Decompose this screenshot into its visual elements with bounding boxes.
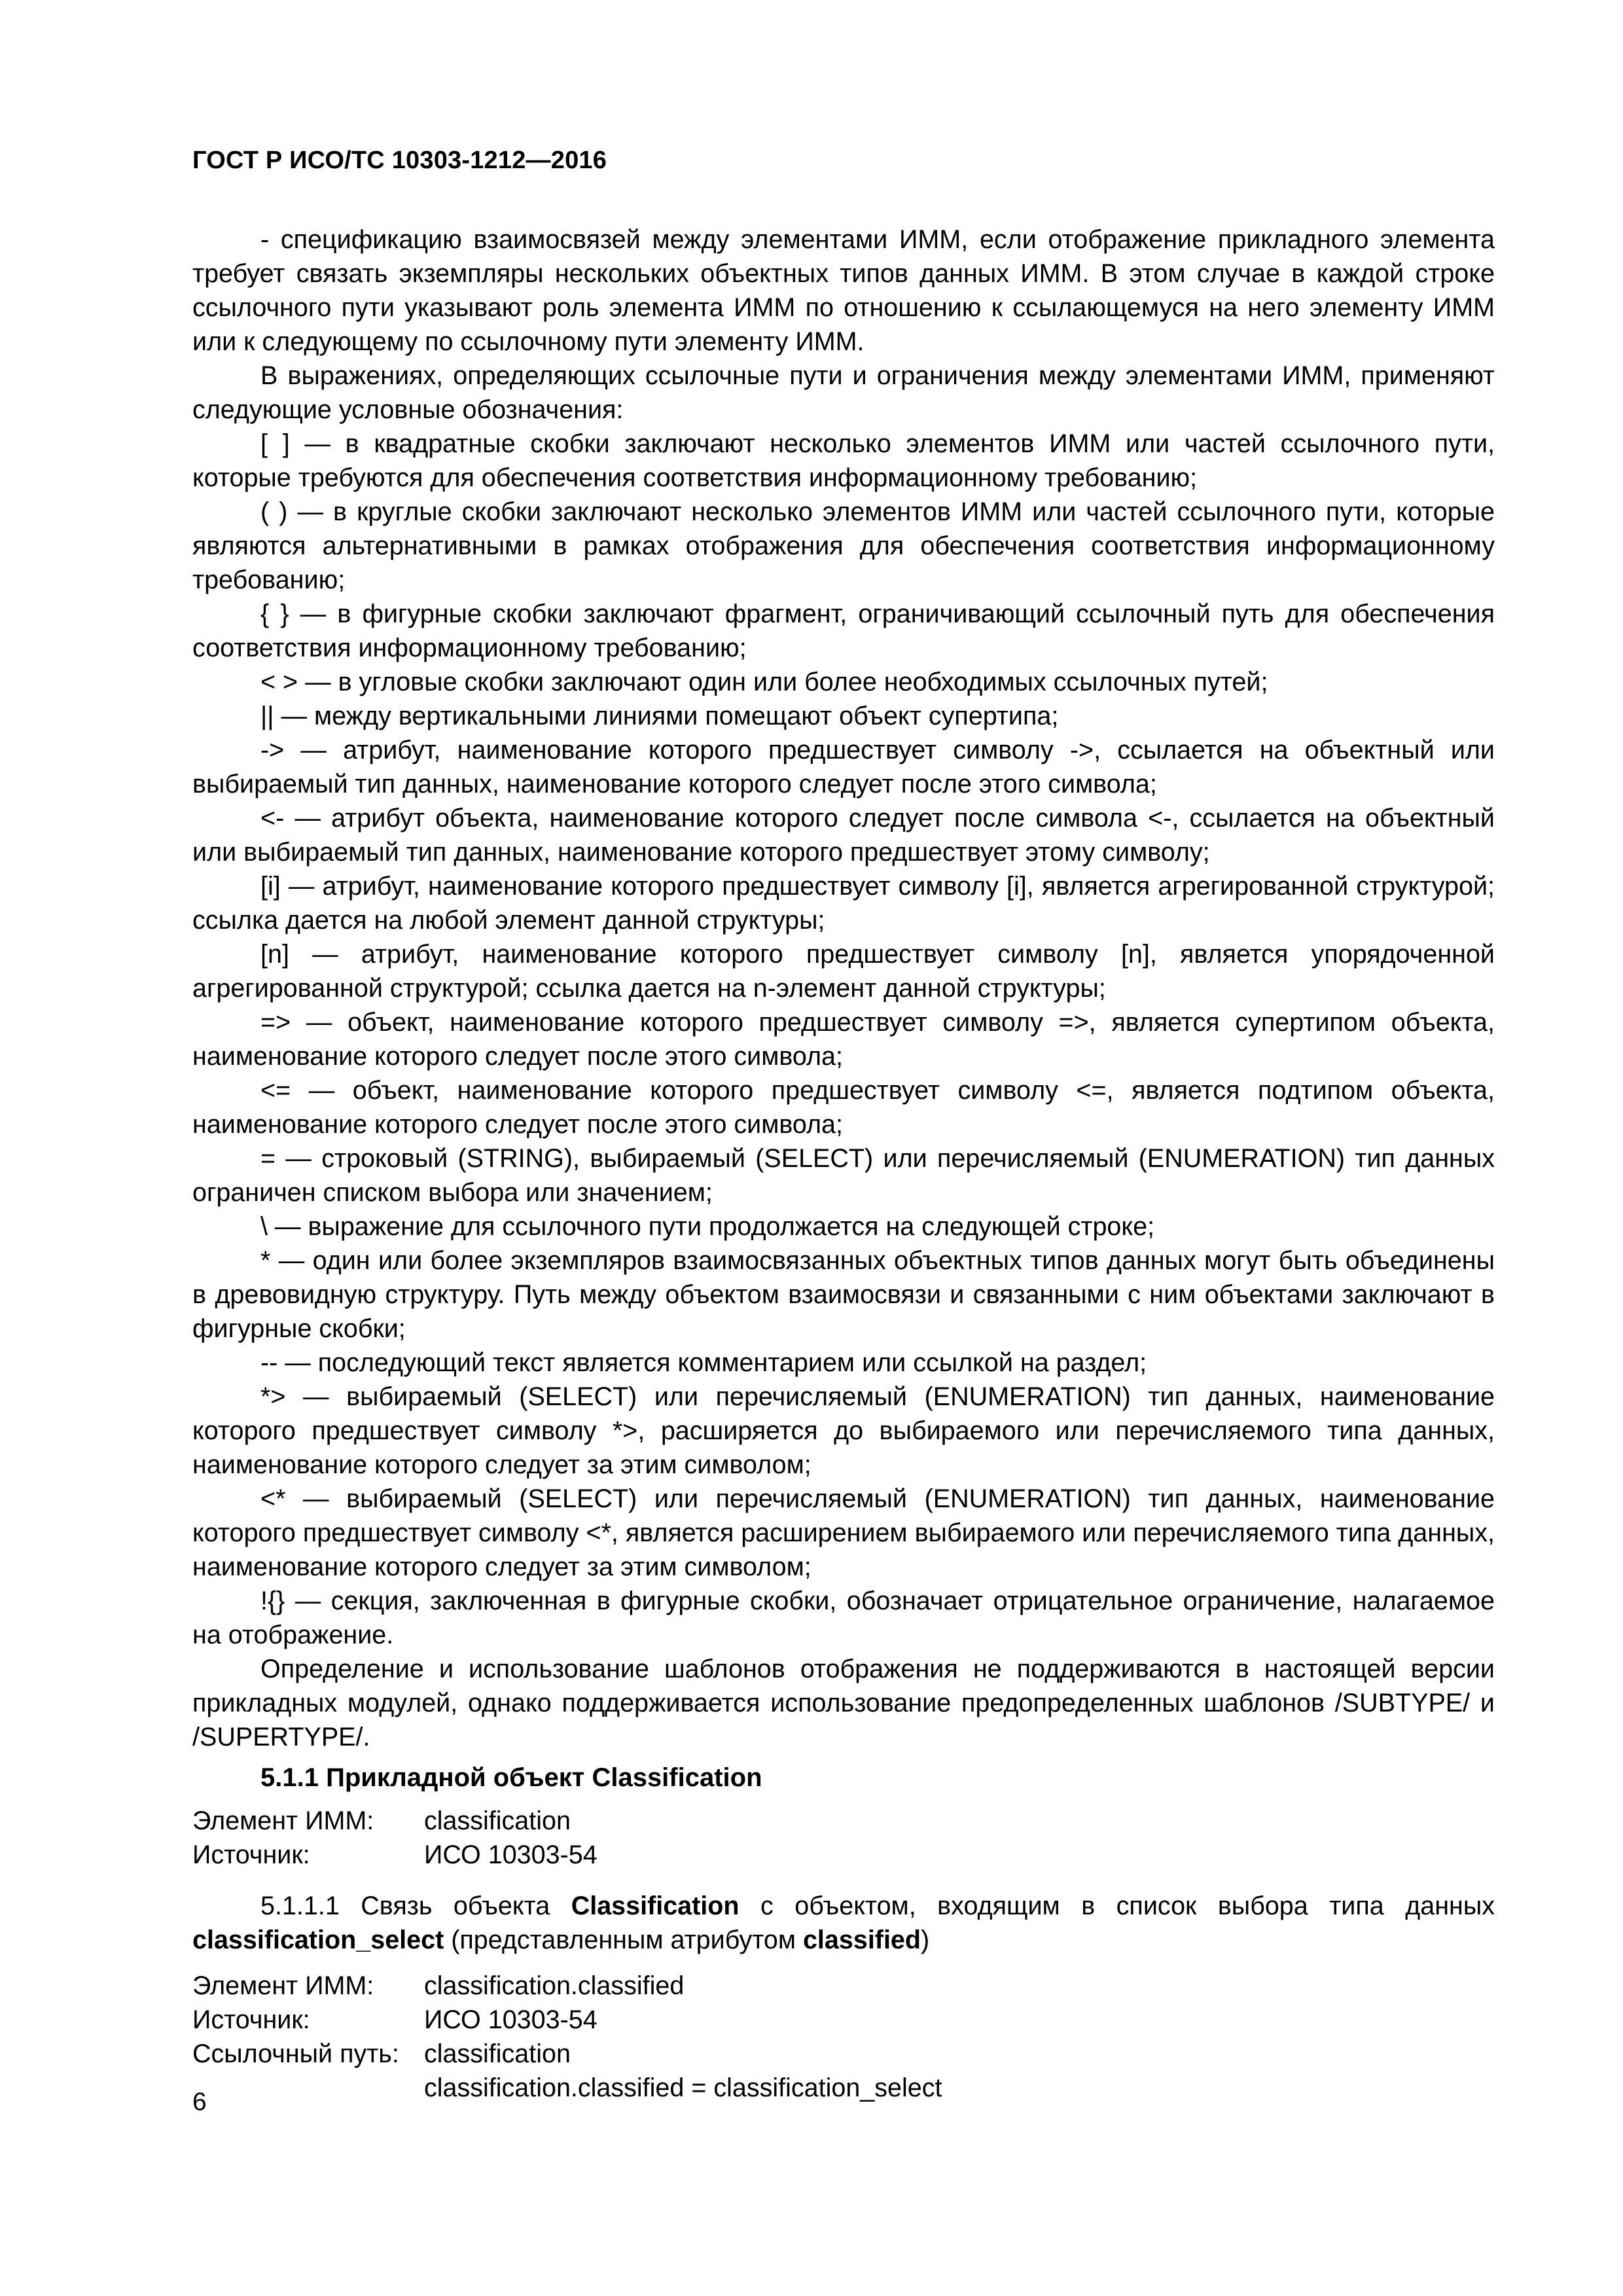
attribute-row — [192, 1838, 597, 1872]
notation-item — [192, 597, 1495, 665]
notation-list — [192, 427, 1495, 1652]
subsection-entity: Classification — [571, 1892, 740, 1920]
attribute-row — [192, 1804, 597, 1838]
notation-symbol: <= — [260, 1076, 291, 1105]
attribute-label: Источник: — [192, 2005, 310, 2034]
notation-symbol: -> — [260, 736, 285, 764]
notation-symbol: *> — [260, 1382, 286, 1411]
notation-symbol: ( ) — [260, 497, 288, 526]
notation-item — [192, 1482, 1495, 1584]
subsection-attributes — [192, 1969, 942, 2105]
attribute-label: Элемент ИММ: — [192, 1806, 374, 1835]
attribute-value: ИСО 10303-54 — [424, 1840, 597, 1869]
subsection-attribute: classified — [802, 1926, 921, 1954]
notation-text: — атрибут, наименование которого предшествует символу [i], является агрегированной структурой; ссылка дается на любой элемент данной структуры; — [192, 872, 1495, 935]
notation-symbol: [n] — [260, 940, 289, 969]
notation-symbol: => — [260, 1008, 291, 1037]
notation-symbol: \ — [260, 1212, 268, 1241]
notation-symbol: < > — [260, 668, 298, 696]
subsection-heading — [192, 1889, 1495, 1957]
attribute-label: Ссылочный путь: — [192, 2039, 399, 2068]
paragraph: В выражениях, определяющих ссылочные пути и ограничения между элементами ИММ, применяют следующие условные обозначения: — [192, 361, 1495, 424]
subsection-select-type: classification_select — [192, 1926, 444, 1954]
paragraph: Определение и использование шаблонов отображения не поддерживаются в настоящей версии прикладных модулей, однако поддерживается использование предопределенных шаблонов /SUBTYPE/ и /SUPERTYPE/. — [192, 1655, 1495, 1751]
notation-text: — секция, заключенная в фигурные скобки, обозначает отрицательное ограничение, налагаемое на отображение. — [192, 1587, 1495, 1649]
attribute-value: classification — [424, 1806, 571, 1835]
attribute-row — [192, 2037, 942, 2105]
notation-text: — в круглые скобки заключают несколько элементов ИММ или частей ссылочного пути, которые являются альтернативными в рамках отображения для обеспечения соответствия информационному требованию; — [192, 497, 1495, 594]
notation-text: — между вертикальными линиями помещают объект супертипа; — [281, 702, 1059, 730]
notation-item — [192, 1346, 1495, 1380]
notation-item — [192, 699, 1495, 733]
notation-symbol: || — [260, 702, 274, 730]
notation-text: — выражение для ссылочного пути продолжается на следующей строке; — [274, 1212, 1155, 1241]
notation-text: — выбираемый (SELECT) или перечисляемый (ENUMERATION) тип данных, наименование которого предшествует символу <*, является расширением выбираемого или перечисляемого типа данных, наименование которого следует за этим символом; — [192, 1484, 1495, 1581]
notation-text: — объект, наименование которого предшествует символу =>, является супертипом объекта, наименование которого следует после этого символа; — [192, 1008, 1495, 1071]
notation-item — [192, 1005, 1495, 1073]
notation-item — [192, 1244, 1495, 1346]
notation-text: — один или более экземпляров взаимосвязанных объектных типов данных могут быть объединены в древовидную структуру. Путь между объектом взаимосвязи и связанными с ним объектами заключают в фигурные скобки; — [192, 1246, 1495, 1343]
notation-symbol: !{} — [260, 1587, 285, 1615]
notation-item — [192, 937, 1495, 1005]
notation-symbol: { } — [260, 600, 289, 628]
section-attributes — [192, 1804, 597, 1872]
notation-symbol: = — [260, 1144, 276, 1173]
notation-item — [192, 1380, 1495, 1482]
attribute-row — [192, 1969, 942, 2003]
subsection-text: 5.1.1.1 Связь объекта — [260, 1892, 571, 1920]
notation-symbol: * — [260, 1246, 271, 1275]
notation-item — [192, 733, 1495, 801]
document-code: ГОСТ Р ИСО/ТС 10303-1212—2016 — [192, 147, 607, 174]
notation-item — [192, 1210, 1495, 1244]
subsection-text: ) — [921, 1926, 930, 1954]
notation-text: — объект, наименование которого предшествует символу <=, является подтипом объекта, наименование которого следует после этого символа; — [192, 1076, 1495, 1139]
notation-item — [192, 1073, 1495, 1141]
notation-item — [192, 869, 1495, 937]
attribute-label: Источник: — [192, 1840, 310, 1869]
notation-text: — выбираемый (SELECT) или перечисляемый (ENUMERATION) тип данных, наименование которого предшествует символу *>, расширяется до выбираемого или перечисляемого типа данных, наименование которого следует за этим символом; — [192, 1382, 1495, 1479]
notation-text: — атрибут объекта, наименование которого следует после символа <-, ссылается на объектный или выбираемый тип данных, наименование которого предшествует этому символу; — [192, 804, 1495, 867]
notation-item — [192, 427, 1495, 495]
attribute-value: ИСО 10303-54 — [424, 2005, 597, 2034]
section-heading: 5.1.1 Прикладной объект Classification — [260, 1763, 762, 1792]
page-number: 6 — [192, 2088, 207, 2116]
notation-symbol: [ ] — [260, 429, 290, 458]
subsection-text: (представленным атрибутом — [444, 1926, 803, 1954]
notation-item — [192, 1141, 1495, 1210]
notation-symbol: -- — [260, 1348, 278, 1377]
notation-symbol: <* — [260, 1484, 286, 1513]
notation-text: — в квадратные скобки заключают несколько элементов ИММ или частей ссылочного пути, которые требуются для обеспечения соответствия информационному требованию; — [192, 429, 1495, 492]
reference-path-line: classification.classified = classification_select — [424, 2073, 942, 2102]
notation-symbol: <- — [260, 804, 285, 833]
notation-text: — атрибут, наименование которого предшествует символу ->, ссылается на объектный или выбираемый тип данных, наименование которого следует после этого символа; — [192, 736, 1495, 798]
notation-text: — атрибут, наименование которого предшествует символу [n], является упорядоченной агрегированной структурой; ссылка дается на n-элемент данной структуры; — [192, 940, 1495, 1003]
notation-text: — в угловые скобки заключают один или более необходимых ссылочных путей; — [305, 668, 1268, 696]
notation-item — [192, 495, 1495, 597]
notation-item — [192, 801, 1495, 869]
attribute-row — [192, 2003, 942, 2037]
attribute-label: Элемент ИММ: — [192, 1971, 374, 2000]
notation-text: — в фигурные скобки заключают фрагмент, ограничивающий ссылочный путь для обеспечения соответствия информационному требованию; — [192, 600, 1495, 662]
page-body — [192, 223, 1495, 2105]
paragraph: - спецификацию взаимосвязей между элементами ИММ, если отображение прикладного элемента требует связать экземпляры нескольких объектных типов данных ИММ. В этом случае в каждой строке ссылочного пути указывают роль элемента ИММ по отношению к ссылающемуся на него элементу ИММ или к следующему по ссылочному пути элементу ИММ. — [192, 225, 1495, 356]
reference-path — [424, 2037, 942, 2105]
notation-item — [192, 1584, 1495, 1652]
notation-item — [192, 665, 1495, 699]
reference-path-line: classification — [424, 2039, 571, 2068]
notation-text: — последующий текст является комментарием или ссылкой на раздел; — [285, 1348, 1147, 1377]
notation-symbol: [i] — [260, 872, 281, 901]
subsection-text: с объектом, входящим в список выбора типа данных — [739, 1892, 1495, 1920]
attribute-value: classification.classified — [424, 1971, 685, 2000]
notation-text: — строковый (STRING), выбираемый (SELECT) или перечисляемый (ENUMERATION) тип данных ограничен списком выбора или значением; — [192, 1144, 1495, 1207]
